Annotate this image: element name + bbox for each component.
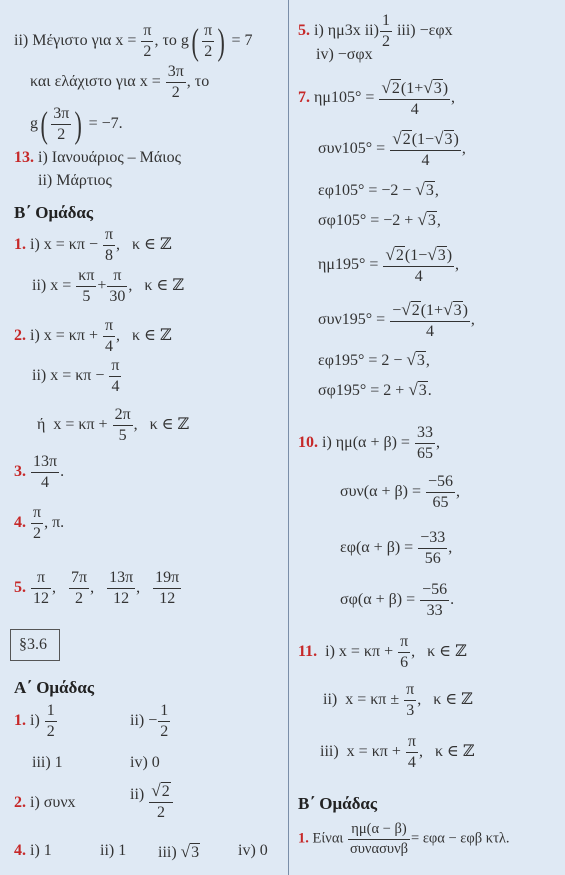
- fraction: $\frac{\pi}{2}$: [143, 22, 152, 60]
- a-exercise-2: 2. i) συνx: [14, 794, 76, 811]
- exercise-10-l1: 10. i) ημ(α + β) = $\frac{33}{65}$ ,: [298, 424, 440, 462]
- exercise-1-i: 1. i) x = κπ − $\frac{\pi}{8}$ , κ ∈ ℤ: [14, 226, 172, 264]
- max-line: ii) Μέγιστο για x = $\frac{\pi}{2}$ , το g( $\frac{\pi}{2}$ ) = 7: [14, 20, 253, 62]
- fraction: $\frac{\pi}{2}$: [204, 22, 213, 60]
- exercise-7-l8: σφ195° = 2 + √3.: [318, 380, 432, 399]
- exercise-2-i: 2. i) x = κπ + $\frac{\pi}{4}$ , κ ∈ ℤ: [14, 317, 172, 355]
- exercise-2-ii: ii) x = κπ − $\frac{\pi}{4}$: [32, 357, 120, 395]
- exercise-7-l7: εφ195° = 2 − √3,: [318, 350, 430, 369]
- a-exercise-1-iii: iii) 1: [32, 754, 63, 771]
- column-divider: [288, 0, 289, 875]
- a-exercise-1-ii: ii) − $\frac{1}{2}$: [130, 702, 169, 740]
- exercise-11-iii: iii) x = κπ + $\frac{\pi}{4}$ , κ ∈ ℤ: [320, 733, 475, 771]
- a-exercise-4-iii: iii) √3: [158, 842, 200, 861]
- exercise-11-ii: ii) x = κπ ± $\frac{\pi}{3}$ , κ ∈ ℤ: [323, 681, 473, 719]
- exercise-7-l1: 7. ημ105° = $\frac{√2(1+√3)}{4}$ ,: [298, 78, 456, 118]
- exercise-5-right: 5. i) ημ3x ii) $\frac{1}{2}$ iii) −εφx: [298, 12, 453, 50]
- group-b-heading-right: Β΄ Ομάδας: [298, 794, 378, 813]
- a-exercise-2-ii: ii) $\frac{√2}{2}$: [130, 782, 174, 821]
- exercise-10-l4: σφ(α + β) = $\frac{-56}{33}$ .: [340, 581, 455, 619]
- exercise-10-l2: συν(α + β) = $\frac{-56}{65}$ ,: [340, 473, 461, 511]
- exercise-7-l6: συν195° = $\frac{-√2(1+√3)}{4}$ ,: [318, 300, 475, 340]
- exercise-11-i: 11. i) x = κπ + $\frac{\pi}{6}$ , κ ∈ ℤ: [298, 633, 467, 671]
- exercise-10-l3: εφ(α + β) = $\frac{-33}{56}$ ,: [340, 529, 453, 567]
- exercise-13-ii: ii) Μάρτιος: [38, 172, 112, 189]
- exercise-7-l3: εφ105° = −2 − √3,: [318, 180, 439, 199]
- text: ii) Μέγιστο για: [14, 32, 112, 50]
- exercise-5: 5. $\frac{\pi}{12}$ , $\frac{7\pi}{2}$ , $\frac{13\pi}{12}$ , $\frac{19\pi}{12}$: [14, 569, 180, 607]
- a-exercise-1-iv: iv) 0: [130, 754, 160, 771]
- text: x =: [115, 32, 137, 50]
- fraction: $\frac{3\pi}{2}$: [167, 63, 184, 101]
- min-value-line: g( $\frac{3\pi}{2}$ ) = −7.: [30, 103, 123, 145]
- a-exercise-4-ii: ii) 1: [100, 842, 127, 859]
- a-exercise-4: 4. i) 1: [14, 842, 52, 859]
- group-a-heading: Α΄ Ομάδας: [14, 678, 95, 697]
- text: το: [162, 32, 177, 50]
- a-exercise-4-iv: iv) 0: [238, 842, 268, 859]
- exercise-7-l4: σφ105° = −2 + √3,: [318, 210, 441, 229]
- min-line: και ελάχιστο για x = $\frac{3\pi}{2}$ , το: [30, 63, 210, 101]
- fraction: $\frac{3\pi}{2}$: [53, 105, 70, 143]
- section-label: §3.6: [19, 636, 47, 653]
- exercise-5-iv: iv) −σφx: [316, 46, 373, 63]
- group-b-heading: Β΄ Ομάδας: [14, 203, 94, 222]
- exercise-1-ii: ii) x = $\frac{\kappa\pi}{5}$ + $\frac{\pi}{30}$ , κ ∈ ℤ: [32, 267, 185, 305]
- a-exercise-1: 1. i) $\frac{1}{2}$: [14, 702, 55, 740]
- exercise-7-l5: ημ195° = $\frac{√2(1-√3)}{4}$ ,: [318, 245, 460, 285]
- exercise-7-l2: συν105° = $\frac{√2(1-√3)}{4}$ ,: [318, 129, 466, 169]
- exercise-13: 13. i) Ιανουάριος – Μάιος: [14, 149, 181, 166]
- exercise-2-or: ή x = κπ + $\frac{2\pi}{5}$ , κ ∈ ℤ: [37, 406, 190, 444]
- exercise-4: 4. $\frac{\pi}{2}$ , π.: [14, 504, 65, 542]
- exercise-1-right: 1. Είναι $\frac{\eta\mu(\alpha - \beta)}{\text{συνασυνβ}}$ = εφα − εφβ κτλ.: [298, 821, 510, 857]
- exercise-3: 3. $\frac{13\pi}{4}$ .: [14, 453, 65, 491]
